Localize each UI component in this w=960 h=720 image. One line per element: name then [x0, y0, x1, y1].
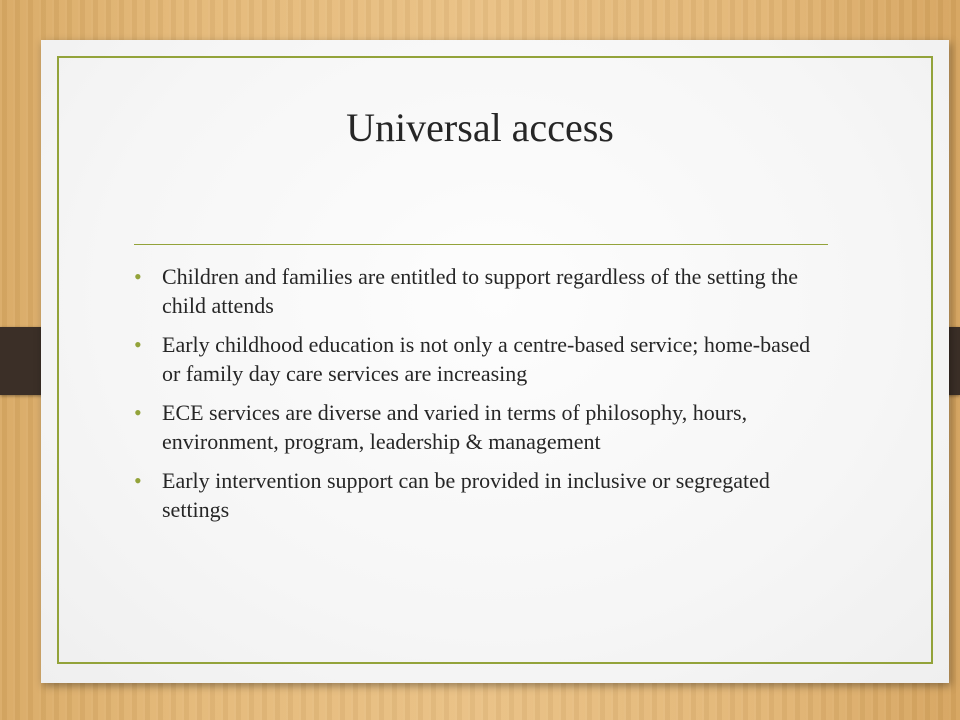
bullet-list	[134, 262, 824, 534]
bullet-text: Children and families are entitled to support regardless of the setting the child attends	[162, 264, 798, 318]
bullet-item	[134, 466, 824, 524]
bullet-icon: •	[134, 332, 142, 357]
bullet-item	[134, 262, 824, 320]
bullet-icon: •	[134, 468, 142, 493]
bullet-text: Early intervention support can be provided in inclusive or segregated settings	[162, 468, 770, 522]
title-divider	[134, 244, 828, 245]
bullet-icon: •	[134, 264, 142, 289]
bullet-icon: •	[134, 400, 142, 425]
bullet-text: Early childhood education is not only a centre-based service; home-based or family day care services are increasing	[162, 332, 811, 386]
bullet-item	[134, 330, 824, 388]
bullet-text: ECE services are diverse and varied in terms of philosophy, hours, environment, program, leadership & management	[162, 400, 748, 454]
bullet-item	[134, 398, 824, 456]
slide-title: Universal access	[346, 105, 614, 150]
